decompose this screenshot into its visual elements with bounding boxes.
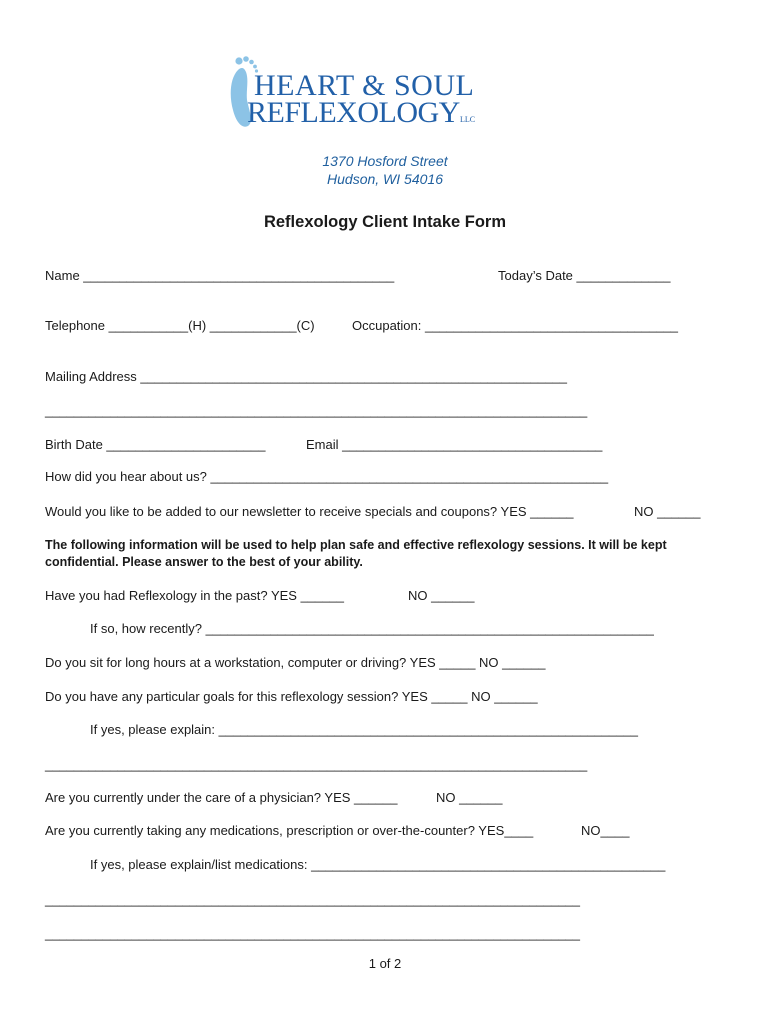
mailing-address-line-2[interactable]: ___________________________________________________________________________ bbox=[45, 403, 588, 418]
birth-date-field[interactable]: Birth Date ______________________ bbox=[45, 437, 266, 452]
newsletter-question[interactable]: Would you like to be added to our newsletter to receive specials and coupons? YES ______ bbox=[45, 504, 574, 519]
how-recently-field[interactable]: If so, how recently? ______________________________________________________________ bbox=[90, 621, 654, 636]
page-number: 1 of 2 bbox=[368, 956, 402, 971]
sit-long-hours-question[interactable]: Do you sit for long hours at a workstation, computer or driving? YES _____ NO ______ bbox=[45, 655, 546, 670]
todays-date-field[interactable]: Today’s Date _____________ bbox=[498, 268, 671, 283]
explain-field[interactable]: If yes, please explain: __________________________________________________________ bbox=[90, 722, 638, 737]
occupation-field[interactable]: Occupation: ___________________________________ bbox=[352, 318, 679, 333]
physician-question[interactable]: Are you currently under the care of a physician? YES ______ bbox=[45, 790, 398, 805]
heard-about-field[interactable]: How did you hear about us? _______________________________________________________ bbox=[45, 469, 609, 484]
newsletter-no[interactable]: NO ______ bbox=[634, 504, 701, 519]
form-title: Reflexology Client Intake Form bbox=[263, 213, 507, 231]
medications-no[interactable]: NO____ bbox=[581, 823, 630, 838]
medications-line-3[interactable]: __________________________________________________________________________ bbox=[45, 926, 581, 941]
logo-suffix: LLC bbox=[460, 115, 476, 124]
confidentiality-notice: The following information will be used to help plan safe and effective reflexology sessions. It will be kept confidential. Please answer to the best of your ability. bbox=[45, 538, 667, 569]
logo bbox=[225, 54, 495, 130]
address-street: 1370 Hosford Street bbox=[322, 153, 448, 169]
mailing-address-field[interactable]: Mailing Address ___________________________________________________________ bbox=[45, 369, 567, 384]
medications-question[interactable]: Are you currently taking any medications, prescription or over-the-counter? YES____ bbox=[45, 823, 534, 838]
logo-line-2: REFLEXOLOGY bbox=[247, 96, 460, 129]
explain-line-2[interactable]: ___________________________________________________________________________ bbox=[45, 757, 588, 772]
goals-question[interactable]: Do you have any particular goals for this reflexology session? YES _____ NO ______ bbox=[45, 689, 538, 704]
email-field[interactable]: Email ____________________________________ bbox=[306, 437, 603, 452]
medications-explain-field[interactable]: If yes, please explain/list medications: _________________________________________________ bbox=[90, 857, 666, 872]
address-city: Hudson, WI 54016 bbox=[327, 171, 443, 187]
past-reflexology-question[interactable]: Have you had Reflexology in the past? YES ______ bbox=[45, 588, 344, 603]
telephone-field[interactable]: Telephone ___________(H) ____________(C) bbox=[45, 318, 315, 333]
name-field[interactable]: Name ___________________________________________ bbox=[45, 268, 395, 283]
logo-line-1: HEART & SOUL bbox=[254, 69, 475, 102]
medications-line-2[interactable]: __________________________________________________________________________ bbox=[45, 892, 581, 907]
past-reflexology-no[interactable]: NO ______ bbox=[408, 588, 475, 603]
physician-no[interactable]: NO ______ bbox=[436, 790, 503, 805]
